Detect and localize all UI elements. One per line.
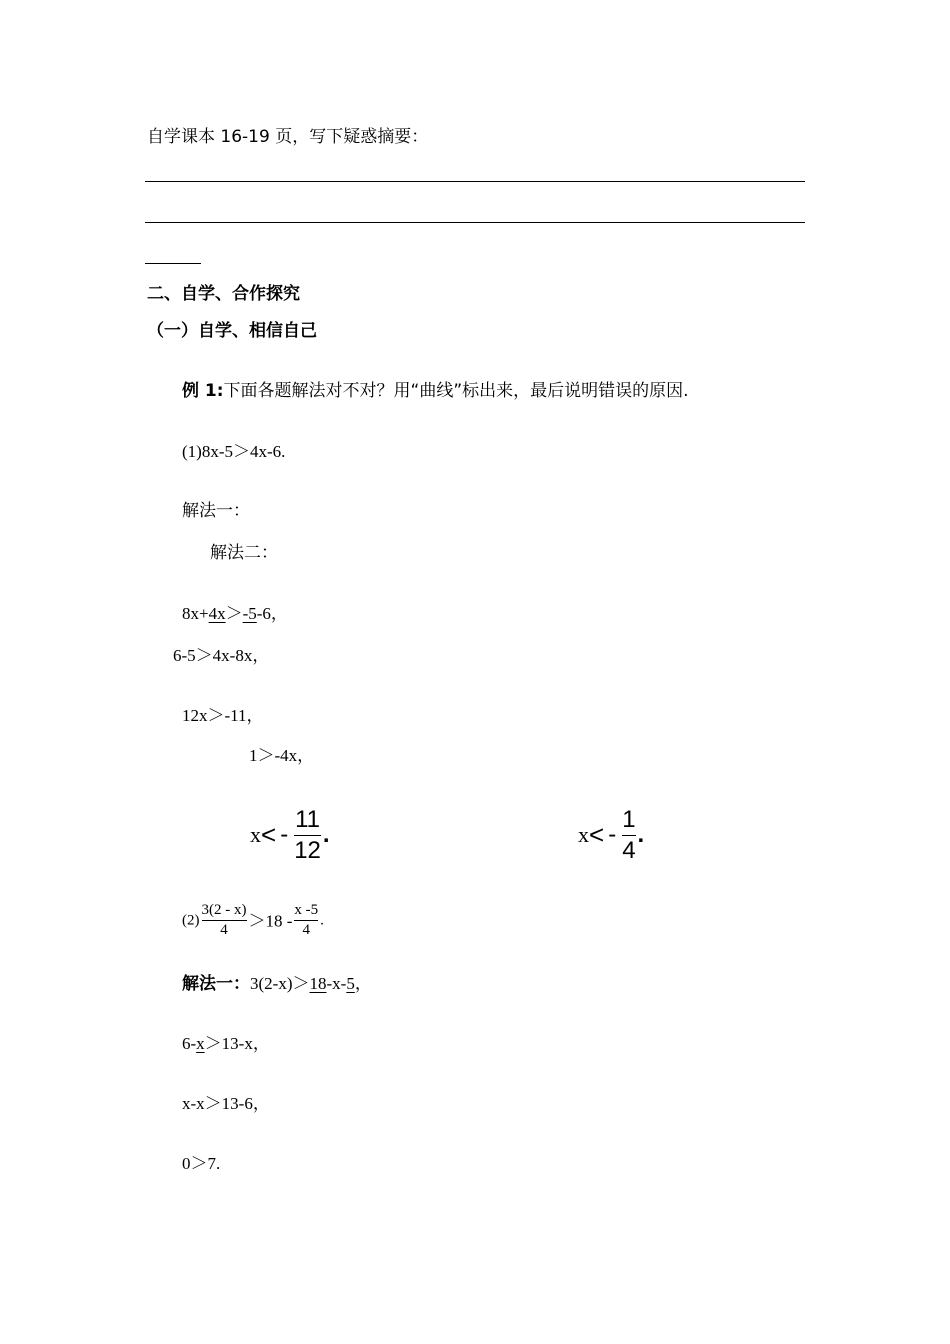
- term: 6-: [182, 1034, 197, 1053]
- sub-heading: （一）自学、相信自己: [147, 321, 317, 341]
- problem-2-statement: [182, 902, 324, 940]
- underlined-term: -5: [242, 604, 257, 623]
- denominator: 12: [294, 836, 321, 864]
- numerator: 3(2 - x): [201, 902, 247, 918]
- numerator: 11: [295, 806, 320, 833]
- problem-2-step1: [182, 975, 372, 993]
- denominator: 4: [220, 922, 228, 939]
- term: 3(2-x)＞: [250, 974, 310, 993]
- answer-line-2[interactable]: [145, 222, 805, 223]
- denominator: 4: [302, 922, 311, 939]
- problem-2-step4: 0＞7.: [182, 1154, 221, 1173]
- example-1: [182, 383, 689, 400]
- problem-1-statement: (1)8x-5＞4x-6.: [182, 442, 286, 461]
- minus-sign: -: [280, 821, 289, 849]
- relation: <: [589, 819, 605, 850]
- example-prompt: 下面各题解法对不对？用“曲线”标出来，最后说明错误的原因.: [223, 381, 689, 401]
- underlined-term: 4x: [208, 604, 226, 623]
- relation: <: [261, 819, 277, 850]
- denominator: 4: [622, 836, 636, 864]
- period: .: [637, 821, 645, 849]
- period: .: [320, 912, 324, 929]
- variable: x: [578, 822, 589, 848]
- problem-1-m2-step1: 6-5＞4x-8x，: [173, 646, 270, 665]
- problem-2-step2: [182, 1035, 270, 1052]
- fraction: [294, 806, 321, 864]
- term: ，: [354, 974, 372, 993]
- answer-line-3[interactable]: [145, 263, 201, 264]
- underlined-term: x: [196, 1034, 205, 1053]
- problem-1-m2-result: [578, 806, 644, 864]
- minus-sign: -: [608, 821, 617, 849]
- problem-1-m1-result: [250, 806, 330, 864]
- variable: x: [250, 822, 261, 848]
- section-heading: 二、自学、合作探究: [147, 284, 300, 304]
- intro-text: 自学课本 16-19 页，写下疑惑摘要：: [147, 127, 429, 147]
- problem-1-method1-label: 解法一：: [182, 501, 250, 521]
- term: -6，: [256, 604, 288, 623]
- period: .: [322, 821, 330, 849]
- lhs-fraction: [202, 902, 247, 940]
- problem-2-step3: x-x＞13-6，: [182, 1094, 270, 1113]
- problem-number: (2): [182, 912, 200, 929]
- term: 8x+: [182, 604, 209, 623]
- problem-1-m1-step2: 12x＞-11，: [182, 706, 264, 725]
- relation: ＞18 -: [248, 911, 293, 931]
- method1-label: 解法一：: [182, 974, 250, 994]
- relation: ＞: [225, 604, 243, 623]
- term: ＞13-x，: [204, 1034, 270, 1053]
- problem-1-m1-step1: [182, 605, 288, 622]
- underlined-term: 5: [346, 974, 355, 993]
- problem-1-m2-step2: 1＞-4x，: [249, 746, 315, 765]
- numerator: 1: [622, 806, 636, 833]
- answer-line-1[interactable]: [145, 181, 805, 182]
- problem-1-method2-label: 解法二：: [210, 543, 278, 563]
- fraction: [622, 806, 635, 864]
- underlined-term: 18: [309, 974, 327, 993]
- rhs-fraction: [294, 902, 318, 940]
- numerator: x -5: [294, 902, 319, 918]
- example-label: 例 1:: [182, 381, 224, 401]
- term: -x-: [326, 974, 347, 993]
